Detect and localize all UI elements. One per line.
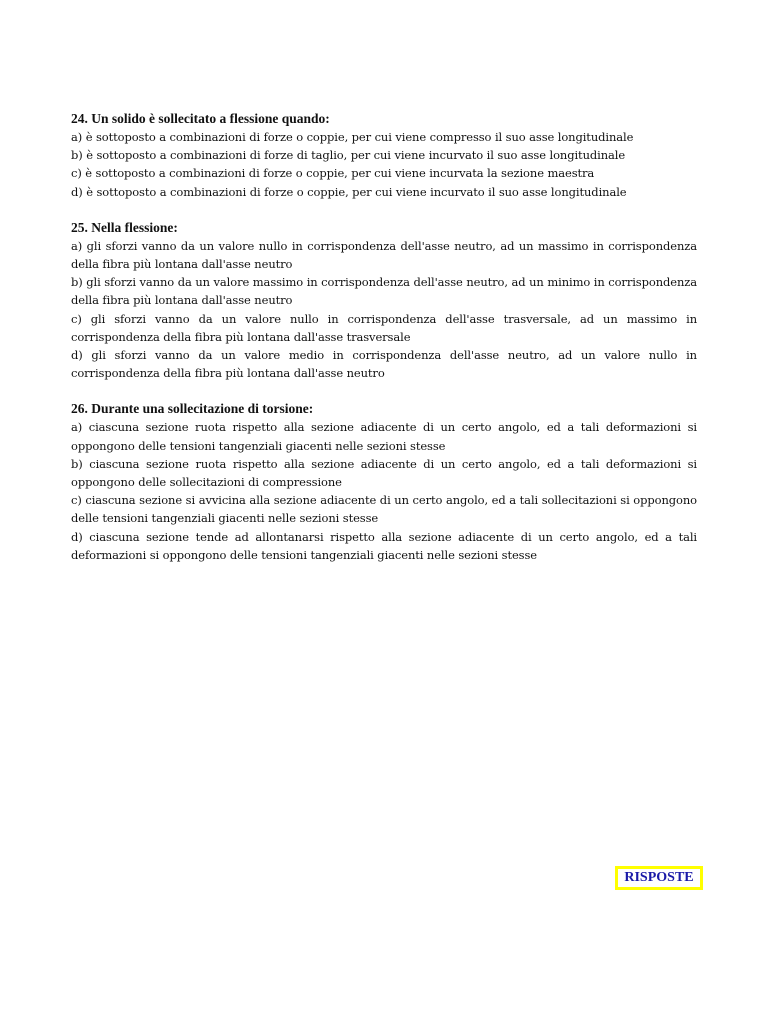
question-title: 24. Un solido è sollecitato a flessione quando: xyxy=(71,111,330,126)
quiz-page xyxy=(71,110,697,582)
option-b: b) ciascuna sezione ruota rispetto alla sezione adiacente di un certo angolo, ed a tali deformazioni si oppongono delle sollecitazioni di compressione xyxy=(71,456,697,490)
option-d: d) ciascuna sezione tende ad allontanarsi rispetto alla sezione adiacente di un certo angolo, ed a tali deformazioni si oppongono delle tensioni tangenziali giacenti nelle sezioni stesse xyxy=(71,529,697,562)
answers-link[interactable]: RISPOSTE xyxy=(615,866,703,890)
question-25 xyxy=(71,219,697,383)
question-24 xyxy=(71,110,697,201)
option-c: c) è sottoposto a combinazioni di forze o coppie, per cui viene incurvata la sezione maestra xyxy=(71,166,595,181)
option-a: a) è sottoposto a combinazioni di forze o coppie, per cui viene compresso il suo asse longitudinale xyxy=(71,130,634,144)
question-title: 25. Nella flessione: xyxy=(71,219,178,235)
option-c: c) gli sforzi vanno da un valore nullo in corrispondenza dell'asse trasversale, ad un massimo in corrispondenza della fibra più lontana dall'asse trasversale xyxy=(71,311,697,344)
question-26 xyxy=(71,400,697,564)
option-b: b) gli sforzi vanno da un valore massimo in corrispondenza dell'asse neutro, ad un minimo in corrispondenza della fibra più lontana dall'asse neutro xyxy=(71,275,697,308)
question-title: 26. Durante una sollecitazione di torsione: xyxy=(71,401,314,417)
option-d: d) gli sforzi vanno da un valore medio in corrispondenza dell'asse neutro, ad un valore nullo in corrispondenza della fibra più lontana dall'asse neutro xyxy=(71,348,697,381)
option-a: a) ciascuna sezione ruota rispetto alla sezione adiacente di un certo angolo, ed a tali deformazioni si oppongono delle tensioni tangenziali giacenti nelle sezioni stesse xyxy=(71,420,697,453)
option-d: d) è sottoposto a combinazioni di forze o coppie, per cui viene incurvato il suo asse longitudinale xyxy=(71,184,627,199)
option-b: b) è sottoposto a combinazioni di forze di taglio, per cui viene incurvato il suo asse longitudinale xyxy=(71,148,626,163)
option-c: c) ciascuna sezione si avvicina alla sezione adiacente di un certo angolo, ed a tali sollecitazioni si oppongono delle tensioni tangenziali giacenti nelle sezioni stesse xyxy=(71,493,697,526)
option-a: a) gli sforzi vanno da un valore nullo in corrispondenza dell'asse neutro, ad un massimo in corrispondenza della fibra più lontana dall'asse neutro xyxy=(71,238,697,272)
